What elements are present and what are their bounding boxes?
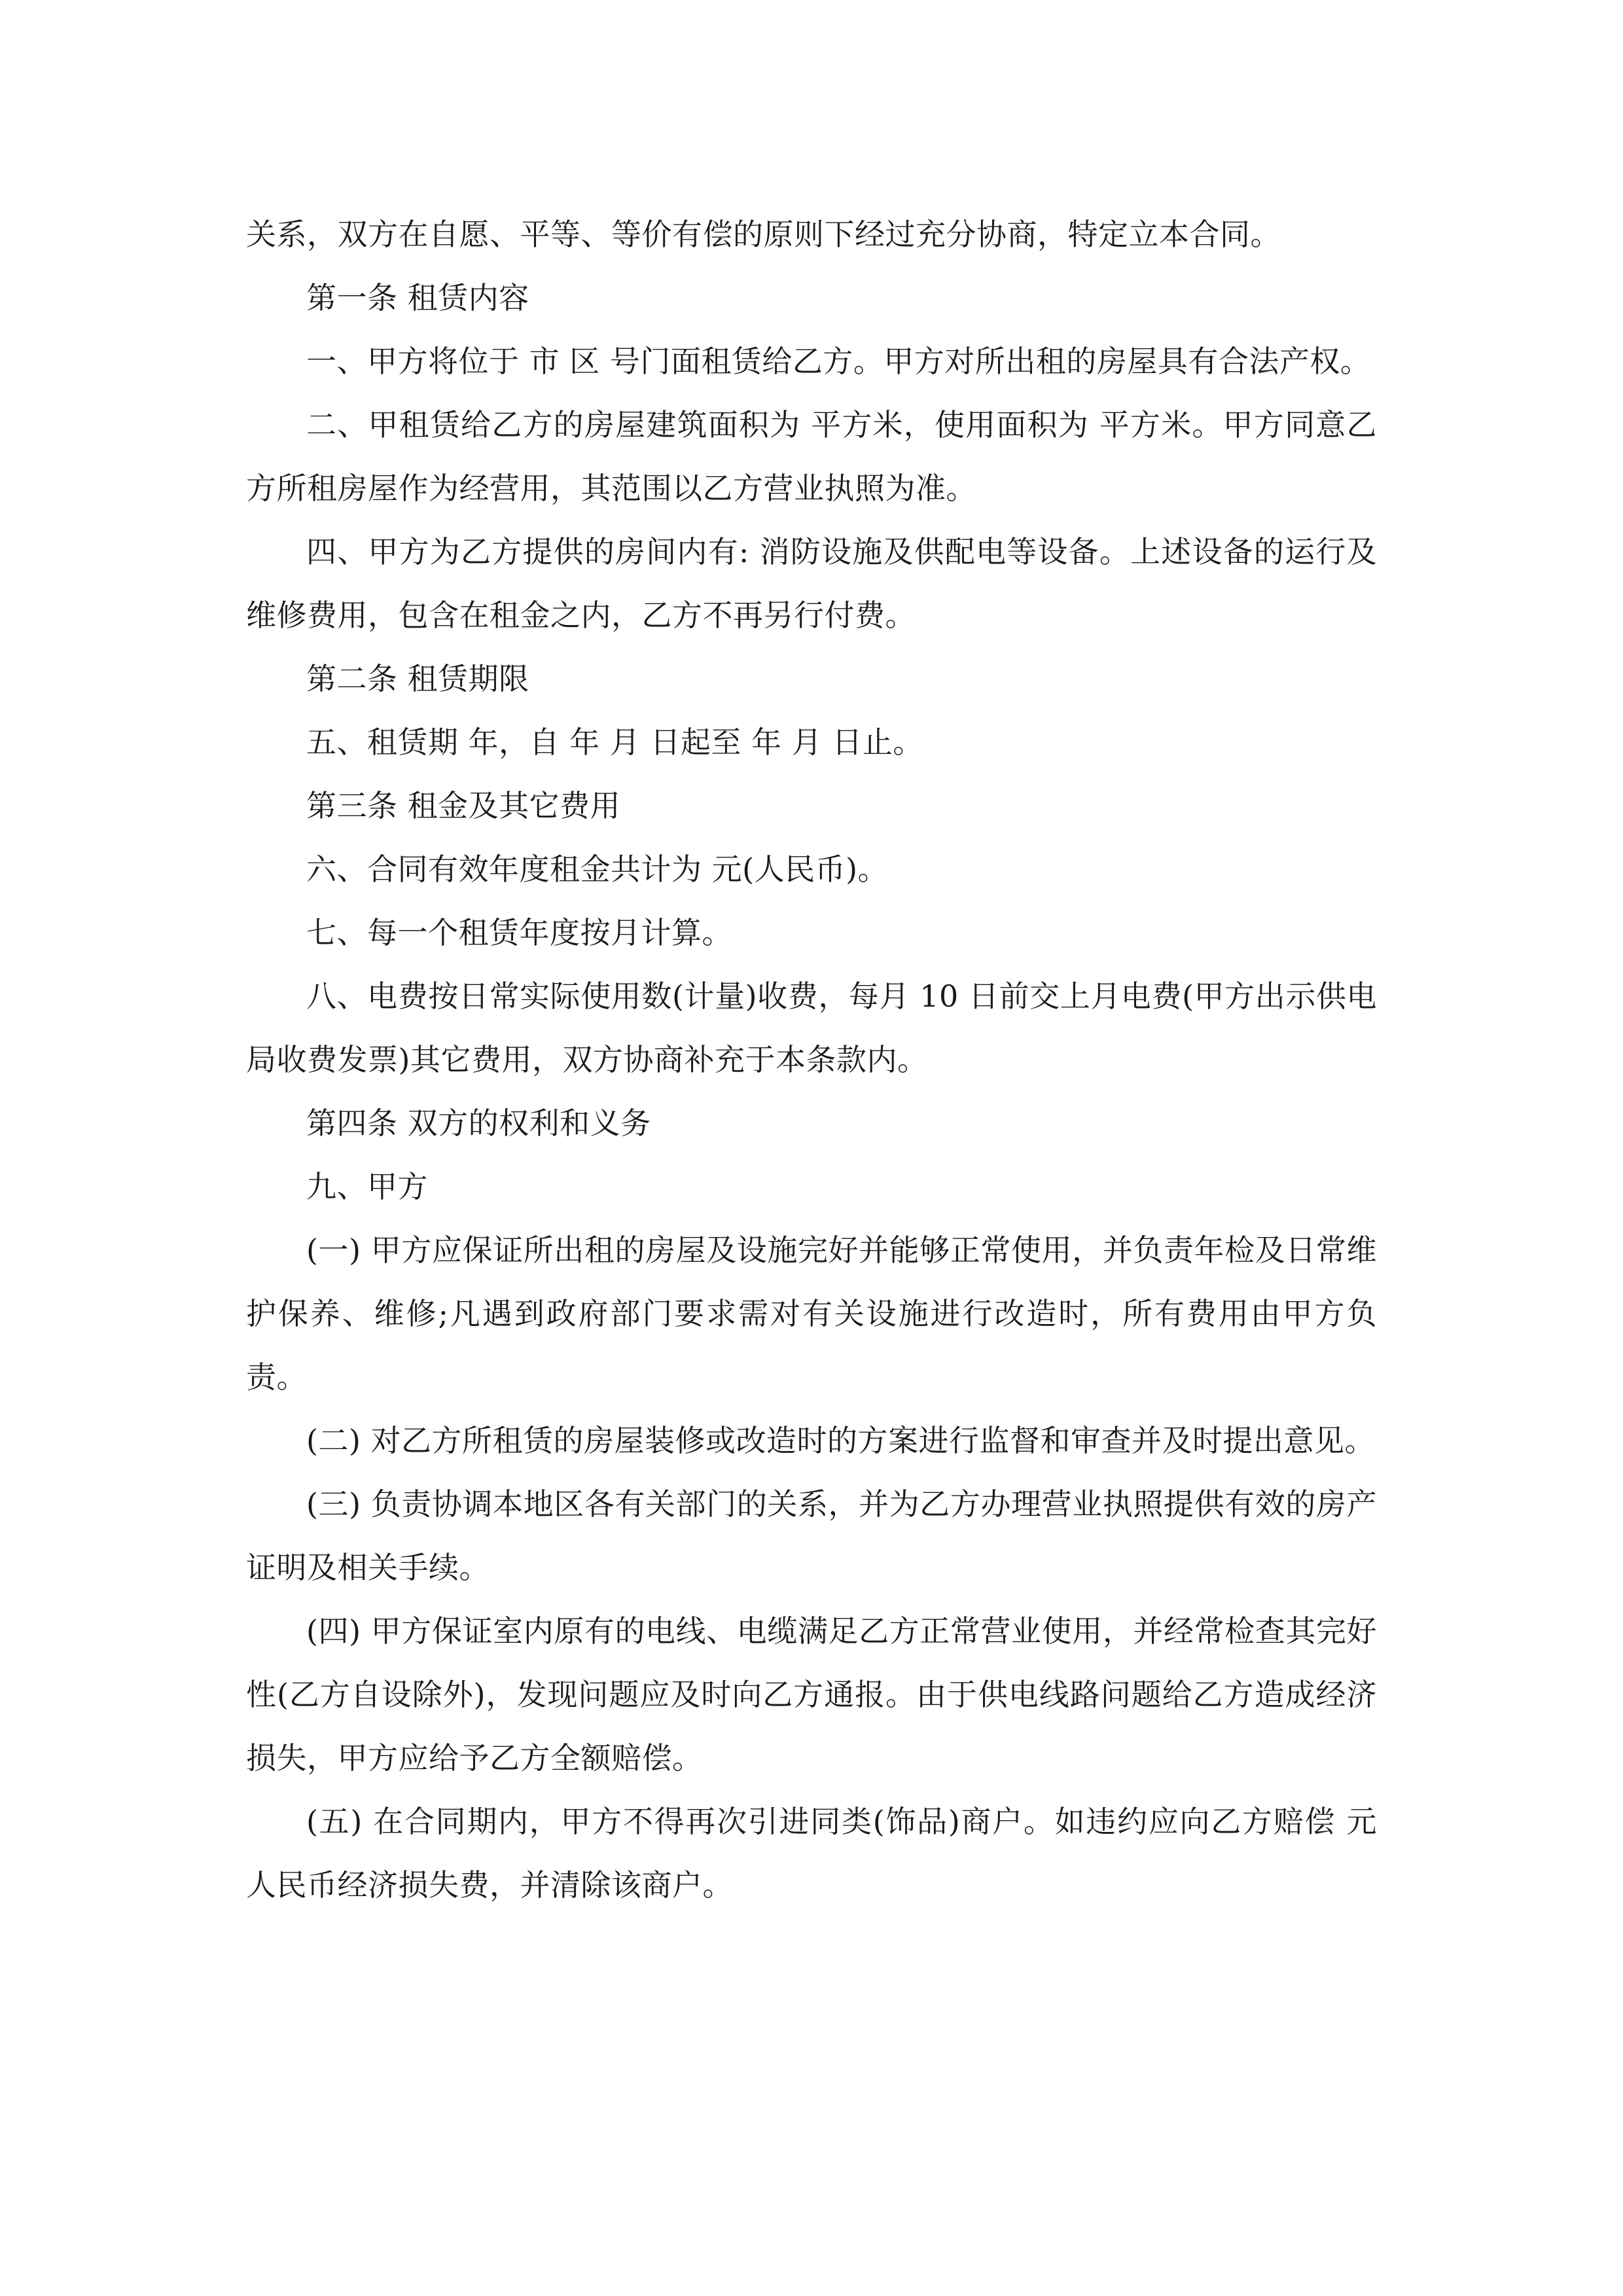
heading-article-3: 第三条 租金及其它费用 [306,788,621,823]
heading-article-1: 第一条 租赁内容 [306,280,529,315]
heading-article-4: 第四条 双方的权利和义务 [306,1105,651,1141]
contract-body [246,203,1377,1917]
clause-1: 一、甲方将位于 市 区 号门面租赁给乙方。甲方对所出租的房屋具有合法产权。 [306,344,1371,379]
heading-article-2: 第二条 租赁期限 [306,661,529,696]
clause-2: 二、甲租赁给乙方的房屋建筑面积为 平方米，使用面积为 平方米。甲方同意乙方所租房屋作为经营用，其范围以乙方营业执照为准。 [246,407,1377,506]
subclause-3: (三) 负责协调本地区各有关部门的关系，并为乙方办理营业执照提供有效的房产证明及相关手续。 [246,1486,1377,1585]
clause-8: 八、电费按日常实际使用数(计量)收费，每月 10 日前交上月电费(甲方出示供电局收费发票)其它费用，双方协商补充于本条款内。 [246,978,1377,1077]
subclause-5: (五) 在合同期内，甲方不得再次引进同类(饰品)商户。如违约应向乙方赔偿 元人民币经济损失费，并清除该商户。 [246,1804,1377,1903]
clause-9: 九、甲方 [306,1169,428,1204]
subclause-1: (一) 甲方应保证所出租的房屋及设施完好并能够正常使用，并负责年检及日常维护保养、维修;凡遇到政府部门要求需对有关设施进行改造时，所有费用由甲方负责。 [246,1232,1377,1395]
clause-7: 七、每一个租赁年度按月计算。 [306,915,732,950]
clause-5: 五、租赁期 年，自 年 月 日起至 年 月 日止。 [306,725,923,760]
clause-4: 四、甲方为乙方提供的房间内有: 消防设施及供配电等设备。上述设备的运行及维修费用，包含在租金之内，乙方不再另行付费。 [246,534,1377,633]
clause-6: 六、合同有效年度租金共计为 元(人民币)。 [306,852,889,887]
paragraph-intro: 关系，双方在自愿、平等、等价有偿的原则下经过充分协商，特定立本合同。 [246,217,1281,252]
subclause-2: (二) 对乙方所租赁的房屋装修或改造时的方案进行监督和审查并及时提出意见。 [306,1423,1376,1458]
subclause-4: (四) 甲方保证室内原有的电线、电缆满足乙方正常营业使用，并经常检查其完好性(乙方自设除外)，发现问题应及时向乙方通报。由于供电线路问题给乙方造成经济损失，甲方应给予乙方全额赔偿。 [246,1613,1377,1776]
